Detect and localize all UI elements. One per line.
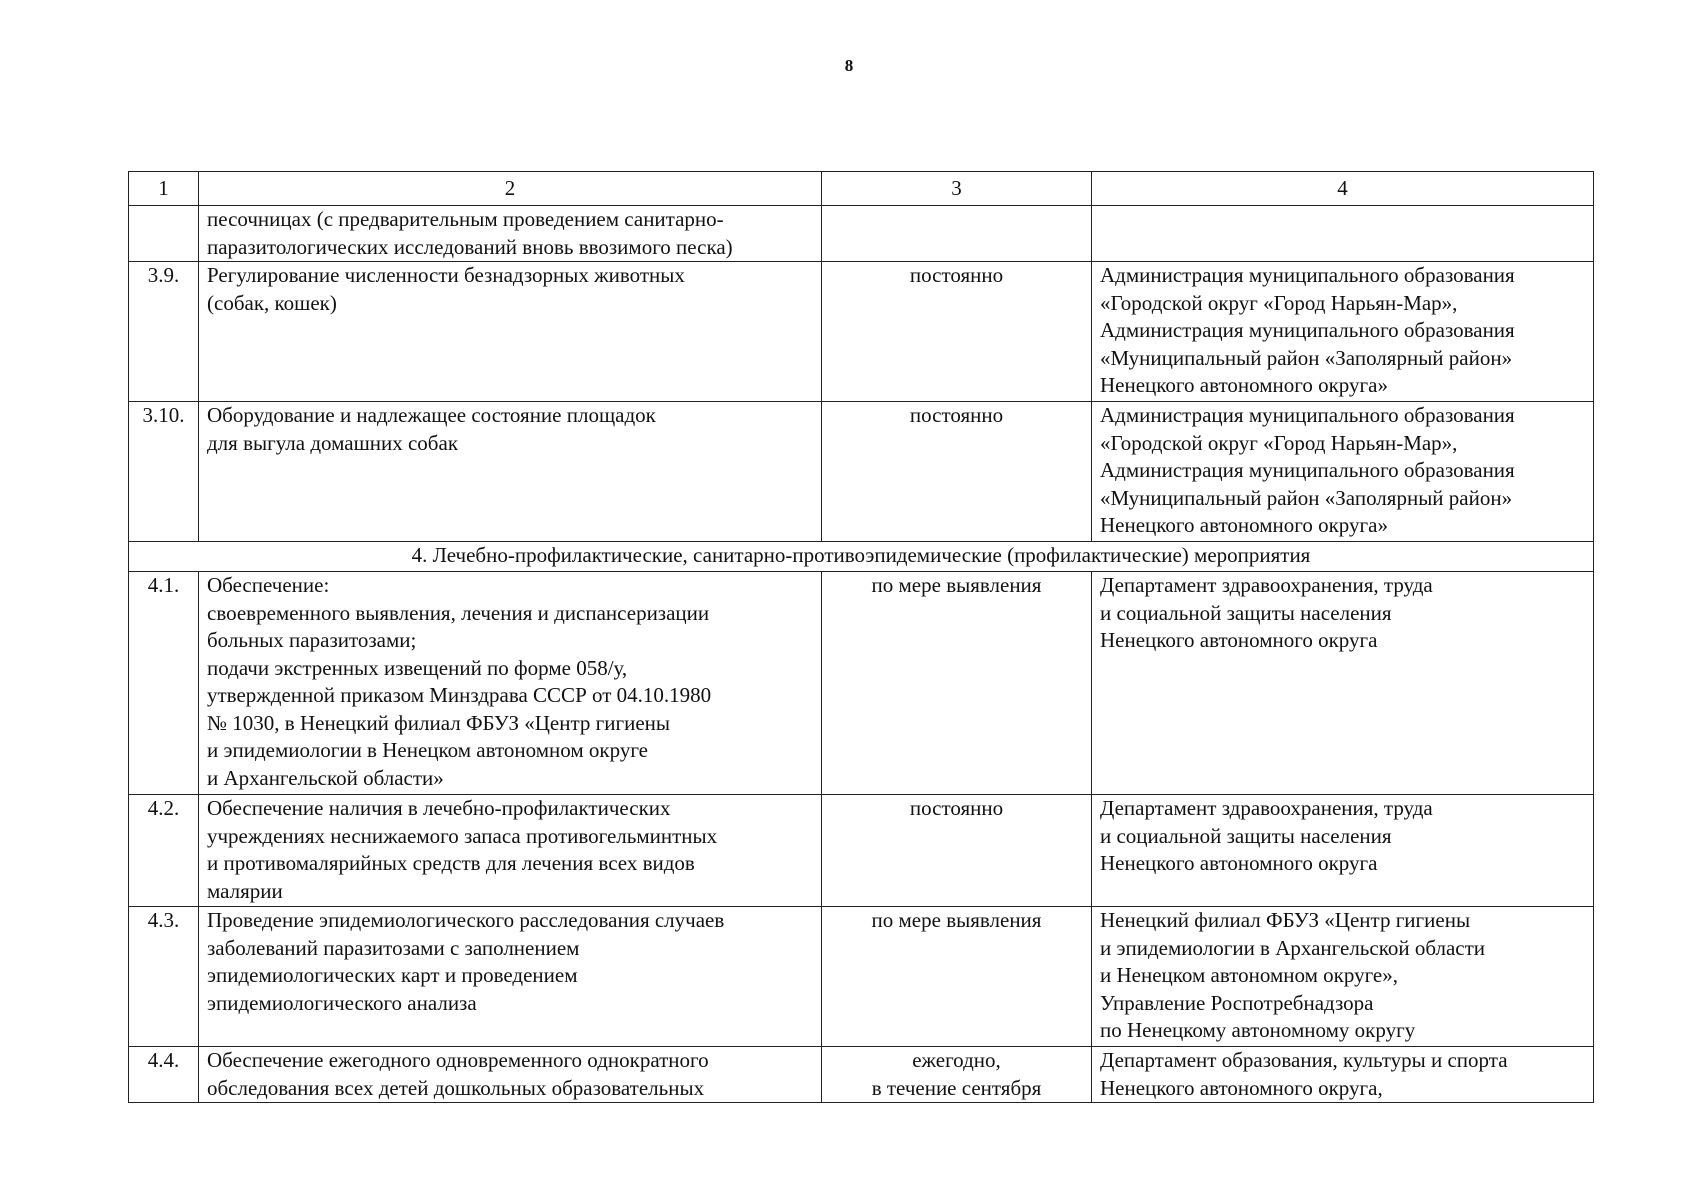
row-responsible: Департамент образования, культуры и спорта Ненецкого автономного округа,	[1092, 1047, 1594, 1103]
row-activity: Проведение эпидемиологического расследования случаев заболеваний паразитозами с заполнением эпидемиологических карт и проведением эпидемиологического анализа	[199, 907, 822, 1047]
header-cell-3: 3	[822, 172, 1092, 206]
table-row	[129, 572, 1594, 795]
section-4-title: 4. Лечебно-профилактические, санитарно-противоэпидемические (профилактические) мероприятия	[129, 542, 1594, 572]
table-header-row	[129, 172, 1594, 206]
row-number: 4.1.	[129, 572, 199, 795]
table-row	[129, 1047, 1594, 1103]
row-responsible: Ненецкий филиал ФБУЗ «Центр гигиены и эпидемиологии в Архангельской области и Ненецком автономном округе», Управление Роспотребнадзора по Ненецкому автономному округу	[1092, 907, 1594, 1047]
row-number	[129, 206, 199, 262]
table-row	[129, 206, 1594, 262]
row-timing: постоянно	[822, 795, 1092, 907]
row-activity: Обеспечение ежегодного одновременного однократного обследования всех детей дошкольных образовательных	[199, 1047, 822, 1103]
row-number: 4.3.	[129, 907, 199, 1047]
row-responsible: Администрация муниципального образования «Городской округ «Город Нарьян-Мар», Администрация муниципального образования «Муниципальный район «Заполярный район» Ненецкого автономного округа»	[1092, 262, 1594, 402]
row-activity: Оборудование и надлежащее состояние площадок для выгула домашних собак	[199, 402, 822, 542]
row-activity: Обеспечение: своевременного выявления, лечения и диспансеризации больных паразитозами; подачи экстренных извещений по форме 058/у, утвержденной приказом Минздрава СССР от 04.10.1980 № 1030, в Ненецкий филиал ФБУЗ «Центр гигиены и эпидемиологии в Ненецком автономном округе и Архангельской области»	[199, 572, 822, 795]
table-row	[129, 795, 1594, 907]
row-timing: ежегодно, в течение сентября	[822, 1047, 1092, 1103]
table-row	[129, 262, 1594, 402]
measures-table	[128, 171, 1594, 1103]
row-activity: Регулирование численности безнадзорных животных (собак, кошек)	[199, 262, 822, 402]
row-responsible: Департамент здравоохранения, труда и социальной защиты населения Ненецкого автономного округа	[1092, 795, 1594, 907]
table-row	[129, 907, 1594, 1047]
row-number: 3.9.	[129, 262, 199, 402]
row-responsible: Департамент здравоохранения, труда и социальной защиты населения Ненецкого автономного округа	[1092, 572, 1594, 795]
row-timing: постоянно	[822, 262, 1092, 402]
row-timing: постоянно	[822, 402, 1092, 542]
row-number: 3.10.	[129, 402, 199, 542]
table-row	[129, 402, 1594, 542]
row-activity: песочницах (с предварительным проведением санитарно- паразитологических исследований вновь ввозимого песка)	[199, 206, 822, 262]
row-timing	[822, 206, 1092, 262]
row-responsible: Администрация муниципального образования «Городской округ «Город Нарьян-Мар», Администрация муниципального образования «Муниципальный район «Заполярный район» Ненецкого автономного округа»	[1092, 402, 1594, 542]
page-number: 8	[844, 56, 854, 75]
row-timing: по мере выявления	[822, 572, 1092, 795]
header-cell-4: 4	[1092, 172, 1594, 206]
row-number: 4.4.	[129, 1047, 199, 1103]
header-cell-2: 2	[199, 172, 822, 206]
row-responsible	[1092, 206, 1594, 262]
header-cell-1: 1	[129, 172, 199, 206]
section-header-row	[129, 542, 1594, 572]
row-timing: по мере выявления	[822, 907, 1092, 1047]
row-number: 4.2.	[129, 795, 199, 907]
row-activity: Обеспечение наличия в лечебно-профилактических учреждениях неснижаемого запаса противогельминтных и противомалярийных средств для лечения всех видов малярии	[199, 795, 822, 907]
